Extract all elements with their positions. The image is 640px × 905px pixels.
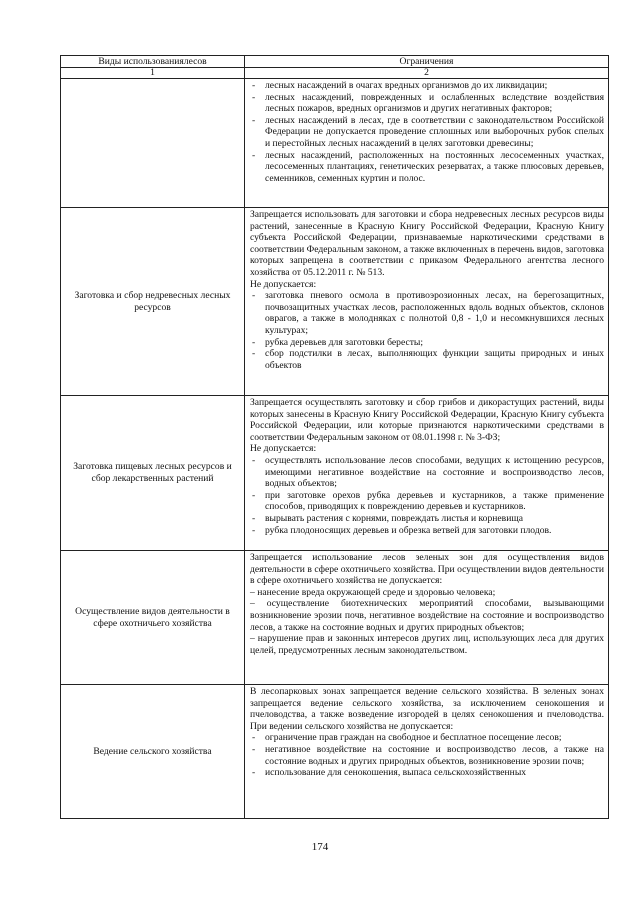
list-item-text: сбор подстилки в лесах, выполняющих функции защиты природных и иных объектов bbox=[265, 348, 604, 371]
table-row bbox=[61, 79, 609, 208]
bullet-dash: - bbox=[252, 114, 256, 126]
list-item bbox=[250, 115, 604, 150]
list-item-text: при заготовке орехов рубка деревьев и кустарников, а также применение способов, приводящих к повреждению деревьев и кустарников. bbox=[265, 489, 604, 513]
list-item-text: рубка деревьев для заготовки бересты; bbox=[265, 336, 424, 348]
forest-use-type-cell bbox=[61, 396, 245, 551]
table-row bbox=[61, 551, 609, 685]
restriction-list bbox=[250, 732, 604, 778]
list-item bbox=[250, 525, 604, 537]
table-row bbox=[61, 685, 609, 819]
restrictions-cell bbox=[245, 396, 609, 551]
restriction-paragraph: Запрещается осуществлять заготовку и сбор грибов и дикорастущих растений, виды которых занесены в Красную Книгу Российской Федерации, Красную Книгу субъекта Российской Федерации, или которые признаются наркотическими средствами в соответствии Федеральным законом от 08.01.1998 г. № 3-ФЗ; bbox=[250, 397, 604, 443]
list-item bbox=[250, 732, 604, 744]
header-forest-use-types: Виды использованиялесов bbox=[61, 56, 245, 68]
restrictions-cell bbox=[245, 551, 609, 685]
forest-use-type-label: Ведение сельского хозяйства bbox=[93, 745, 212, 757]
bullet-dash: - bbox=[252, 149, 256, 161]
column-number-2: 2 bbox=[245, 68, 609, 79]
restriction-paragraph: – нарушение прав и законных интересов других лиц, использующих леса для других целей, предусмотренных лесным законодательством. bbox=[250, 633, 604, 656]
bullet-dash: - bbox=[252, 290, 256, 302]
list-item-text: лесных насаждений, расположенных на постоянных лесосеменных участках, лесосеменных плантациях, генетических резерватах, а также плюсовых деревьев, семенников, семенных куртин и полос. bbox=[265, 149, 604, 184]
list-item-text: ограничение прав граждан на свободное и бесплатное посещение лесов; bbox=[265, 732, 562, 744]
table-column-numbers-row bbox=[61, 68, 609, 79]
forest-use-type-label: Осуществление видов деятельности в сфере охотничьего хозяйства bbox=[75, 605, 230, 629]
restriction-paragraph: Запрещается использование лесов зеленых зон для осуществления видов деятельности в сфере охотничьего хозяйства. При осуществлении видов деятельности в сфере охотничьего хозяйства не допускается: bbox=[250, 552, 604, 587]
bullet-dash: - bbox=[252, 454, 256, 466]
list-item bbox=[250, 80, 604, 92]
restrictions-cell bbox=[245, 79, 609, 208]
list-item bbox=[250, 348, 604, 371]
restriction-paragraph: Не допускается: bbox=[250, 443, 317, 455]
column-number-1: 1 bbox=[61, 68, 245, 79]
bullet-dash: - bbox=[252, 512, 256, 524]
bullet-dash: - bbox=[252, 348, 256, 360]
list-item-text: лесных насаждений в лесах, где в соответствии с законодательством Российской Федерации не допускается проведение сплошных или выборочных рубок спелых и перестойных лесных насаждений в целях заготовки древесины; bbox=[265, 114, 604, 149]
list-item-text: вырывать растения с корнями, повреждать листья и корневища bbox=[265, 512, 523, 524]
forest-use-type-cell bbox=[61, 79, 245, 208]
list-item bbox=[250, 490, 604, 513]
restrictions-cell bbox=[245, 685, 609, 819]
list-item-text: осуществлять использование лесов способами, ведущих к истощению ресурсов, имеющими негативное воздействие на состояние и воспроизводство лесов, водных объектов; bbox=[265, 454, 604, 490]
forest-use-type-cell bbox=[61, 551, 245, 685]
list-item bbox=[250, 290, 604, 336]
bullet-dash: - bbox=[252, 732, 256, 744]
list-item-text: лесных насаждений в очагах вредных организмов до их ликвидации; bbox=[265, 80, 548, 91]
bullet-dash: - bbox=[252, 489, 256, 501]
bullet-dash: - bbox=[252, 767, 256, 779]
list-item bbox=[250, 455, 604, 490]
list-item-text: негативное воздействие на состояние и воспроизводство лесов, а также на состояние водных и других природных объектов, возникновение эрозии почв; bbox=[265, 743, 604, 767]
bullet-dash: - bbox=[252, 80, 256, 91]
bullet-dash: - bbox=[252, 524, 256, 536]
table-header-row bbox=[61, 56, 609, 68]
table-row bbox=[61, 396, 609, 551]
list-item bbox=[250, 744, 604, 767]
list-item bbox=[250, 337, 604, 349]
list-item-text: рубка плодоносящих деревьев и обрезка ветвей для заготовки плодов. bbox=[265, 524, 552, 536]
page-number: 174 bbox=[311, 841, 329, 853]
list-item bbox=[250, 767, 604, 779]
bullet-dash: - bbox=[252, 743, 256, 755]
table-row bbox=[61, 208, 609, 396]
list-item-text: заготовка пневого осмола в противоэрозионных лесах, на берегозащитных, почвозащитных участках лесов, расположенных вдоль водных объектов, склонов оврагов, а также в молодняках с полнотой 0,8 - 1,0 и несомкнувшихся лесных культурах; bbox=[265, 290, 604, 336]
restriction-paragraph: Не допускается: bbox=[250, 278, 317, 290]
bullet-dash: - bbox=[252, 91, 256, 103]
forest-use-type-cell bbox=[61, 685, 245, 819]
bullet-dash: - bbox=[252, 336, 256, 348]
list-item-text: лесных насаждений, поврежденных и ослабленных вследствие воздействия лесных пожаров, вредных организмов и других негативных факторов; bbox=[265, 91, 604, 115]
restriction-paragraph: – нанесение вреда окружающей среде и здоровью человека; bbox=[250, 586, 496, 598]
header-restrictions: Ограничения bbox=[245, 56, 609, 68]
restriction-paragraph: В лесопарковых зонах запрещается ведение сельского хозяйства. В зеленых зонах запрещается ведение сельского хозяйства, за исключением сенокошения и пчеловодства, а также возведение изгородей в целях сенокошения и пчеловодства. При ведении сельского хозяйства не допускается: bbox=[250, 686, 604, 732]
forest-use-type-label: Заготовка пищевых лесных ресурсов и сбор лекарственных растений bbox=[73, 461, 232, 484]
restriction-list bbox=[250, 80, 604, 184]
restriction-paragraph: Запрещается использовать для заготовки и сбора недревесных лесных ресурсов виды растений, занесенные в Красную Книгу Российской Федерации, Красную Книгу субъекта Российской Федерации, признаваемые наркотическими средствами в соответствии Федеральным законом, а также включенных в перечень видов, заготовка которых запрещена в соответствии с приказом Федерального агентства лесного хозяйства от 05.12.2011 г. № 513. bbox=[250, 209, 604, 278]
list-item bbox=[250, 513, 604, 525]
restriction-list bbox=[250, 290, 604, 371]
restrictions-table bbox=[60, 55, 609, 819]
list-item bbox=[250, 92, 604, 115]
forest-use-type-cell bbox=[61, 208, 245, 396]
restriction-paragraph: – осуществление биотехнических мероприятий способами, вызывающими возникновение эрозии почв, негативное воздействие на состояние и воспроизводство лесов, а также на состояние водных и других природных объектов; bbox=[250, 598, 604, 633]
restrictions-cell bbox=[245, 208, 609, 396]
list-item bbox=[250, 150, 604, 185]
list-item-text: использование для сенокошения, выпаса сельскохозяйственных bbox=[265, 767, 527, 779]
restriction-list bbox=[250, 455, 604, 536]
forest-use-type-label: Заготовка и сбор недревесных лесных ресурсов bbox=[74, 289, 231, 313]
